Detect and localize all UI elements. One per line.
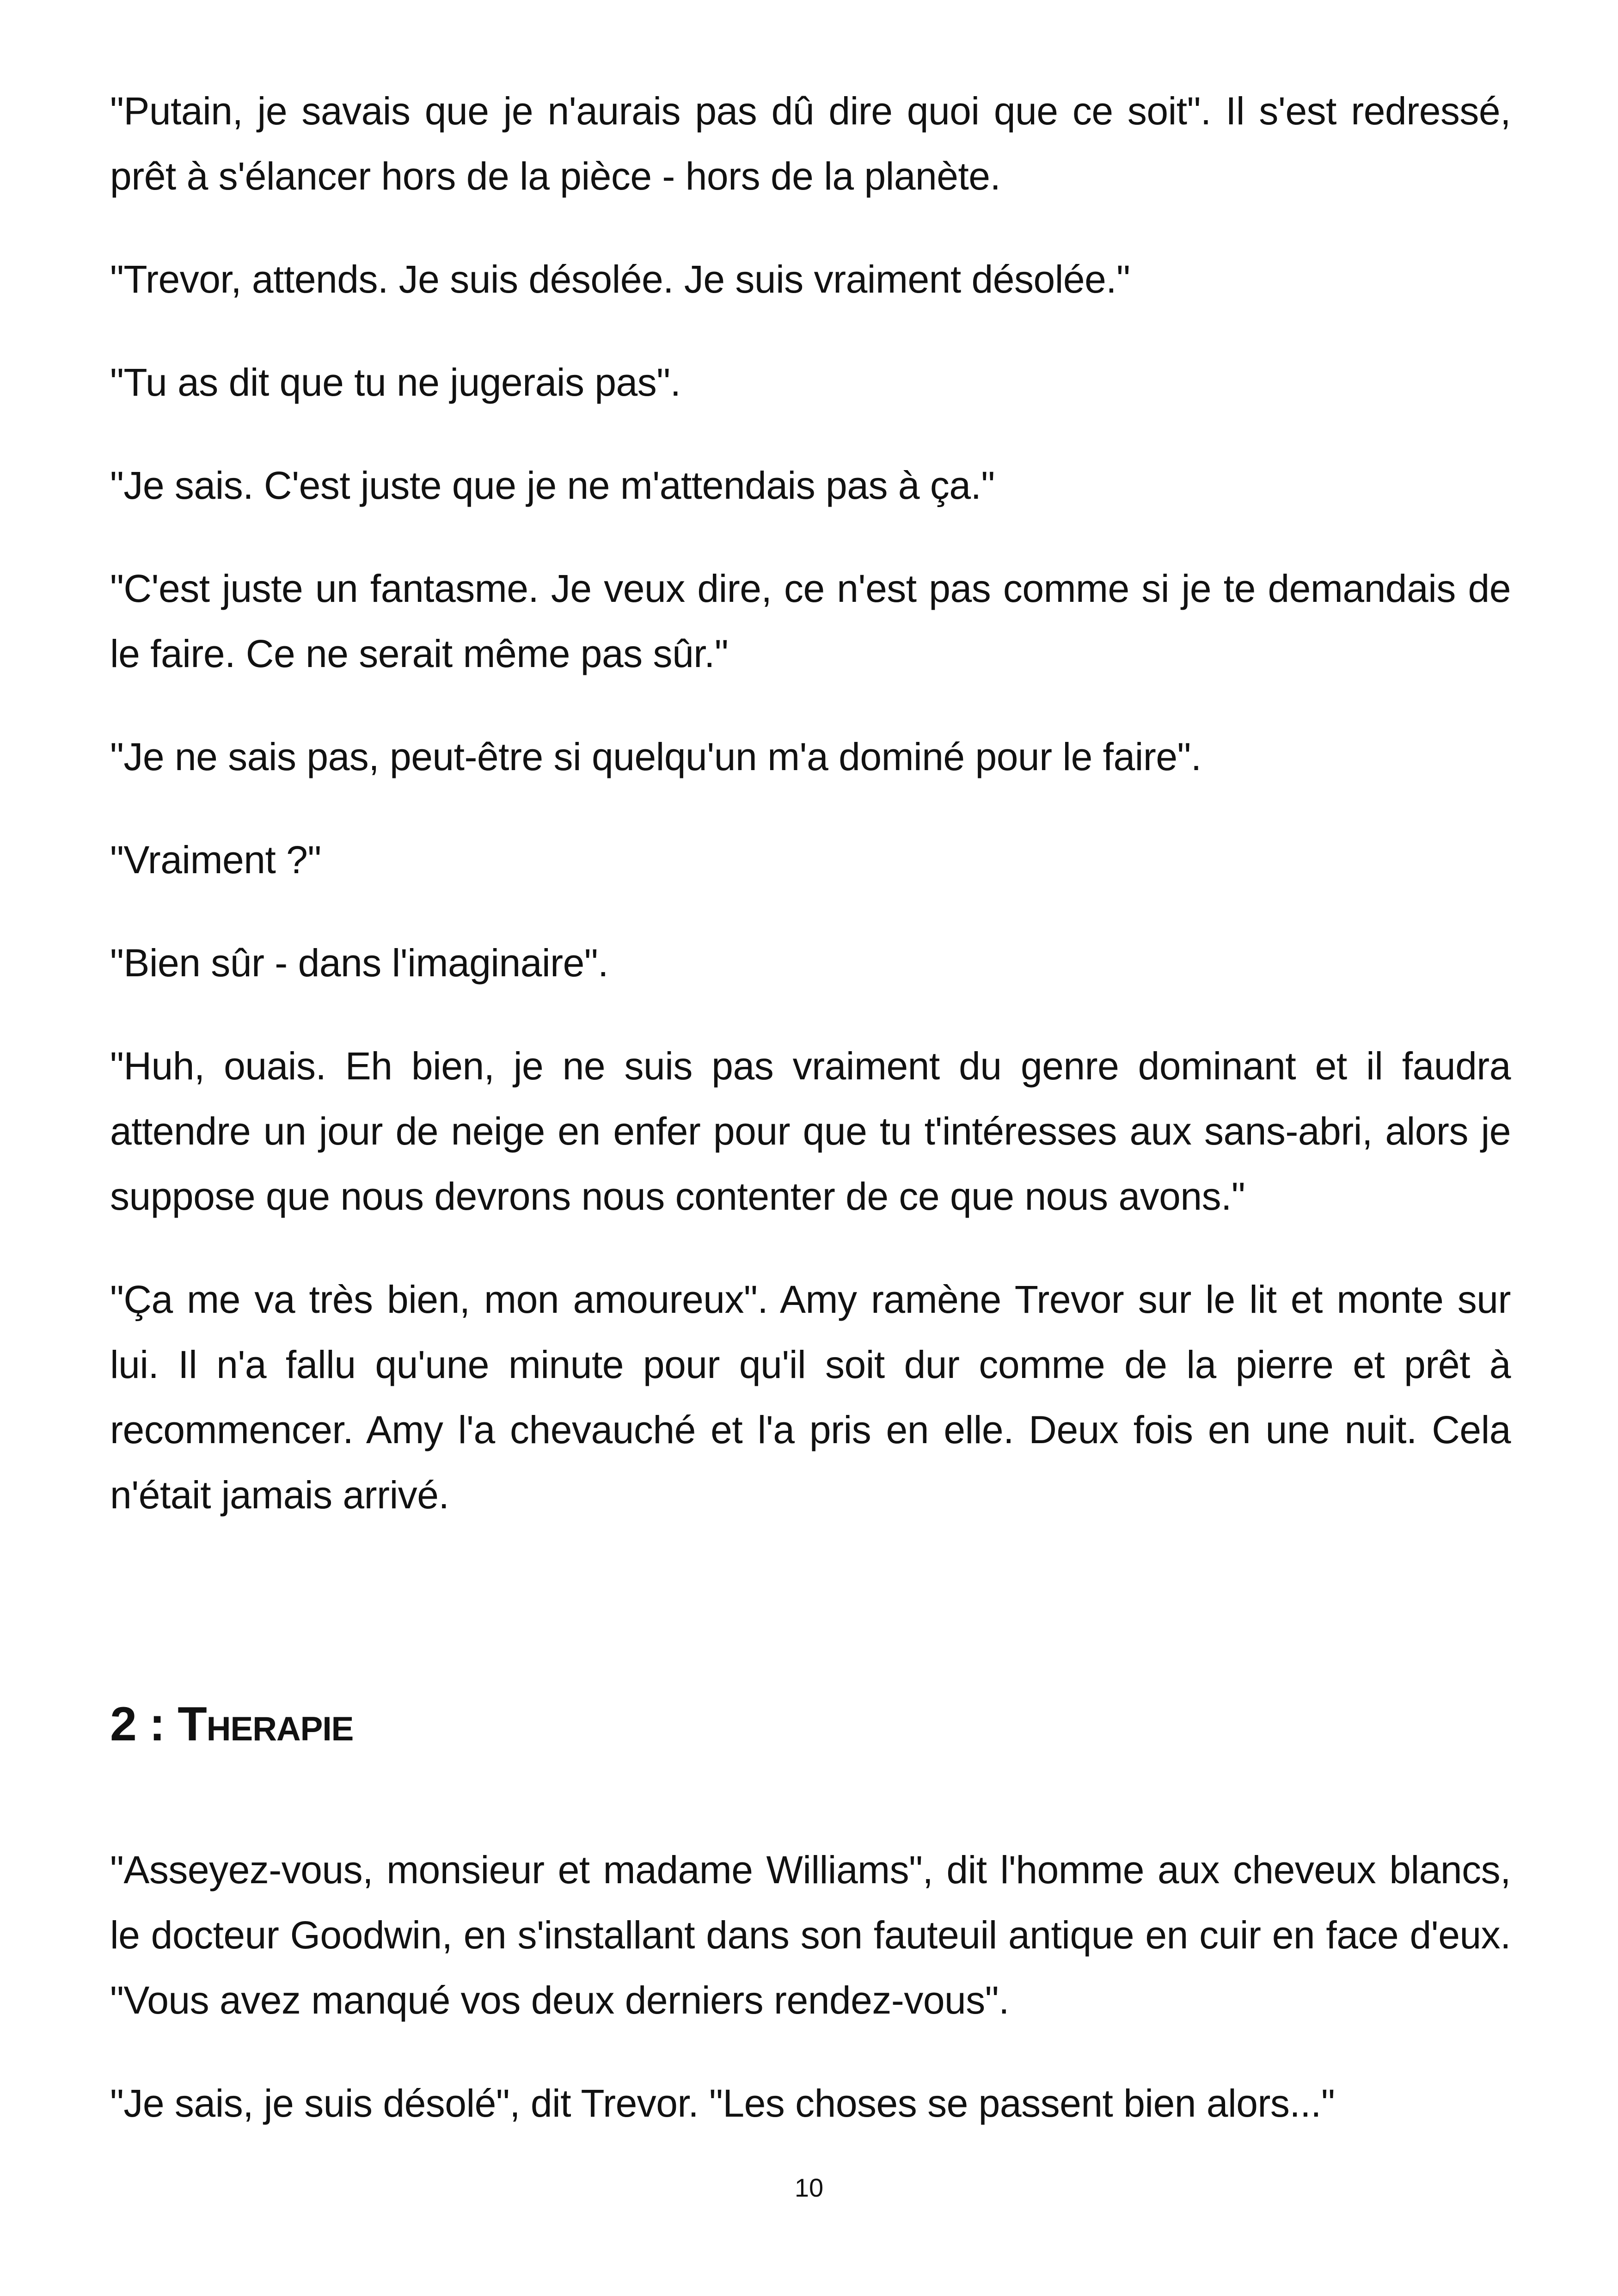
paragraph: "Vraiment ?" (110, 838, 321, 882)
paragraph: "Putain, je savais que je n'aurais pas dû dire quoi que ce soit". Il s'est redressé, prêt à s'élancer hors de la pièce - hors de la planète. (110, 89, 1511, 198)
paragraph: "C'est juste un fantasme. Je veux dire, ce n'est pas comme si je te demandais de le faire. Ce ne serait même pas sûr." (110, 567, 1511, 675)
paragraph: "Je sais. C'est juste que je ne m'attendais pas à ça." (110, 464, 995, 507)
book-page (110, 79, 1511, 2174)
paragraph: "Je sais, je suis désolé", dit Trevor. "Les choses se passent bien alors..." (110, 2082, 1335, 2125)
paragraph: "Tu as dit que tu ne jugerais pas". (110, 361, 681, 404)
paragraph: "Asseyez-vous, monsieur et madame Williams", dit l'homme aux cheveux blancs, le docteur Goodwin, en s'installant dans son fauteuil antique en cuir en face d'eux. "Vous avez manqué vos deux derniers rendez-vous". (110, 1848, 1511, 2022)
paragraph: "Je ne sais pas, peut-être si quelqu'un m'a dominé pour le faire". (110, 735, 1201, 778)
page-number: 10 (794, 2173, 824, 2202)
paragraph: "Ça me va très bien, mon amoureux". Amy ramène Trevor sur le lit et monte sur lui. Il n'a fallu qu'une minute pour qu'il soit dur comme de la pierre et prêt à recommencer. Amy l'a chevauché et l'a pris en elle. Deux fois en une nuit. Cela n'était jamais arrivé. (110, 1278, 1511, 1517)
paragraph: "Trevor, attends. Je suis désolée. Je suis vraiment désolée." (110, 257, 1130, 301)
chapter-title: Therapie (178, 1697, 354, 1751)
paragraph: "Huh, ouais. Eh bien, je ne suis pas vraiment du genre dominant et il faudra attendre un jour de neige en enfer pour que tu t'intéresses aux sans-abri, alors je suppose que nous devrons nous contenter de ce que nous avons." (110, 1044, 1511, 1218)
chapter-heading (110, 1694, 1511, 1754)
chapter-number: 2 : (110, 1697, 178, 1751)
paragraph: "Bien sûr - dans l'imaginaire". (110, 941, 608, 985)
